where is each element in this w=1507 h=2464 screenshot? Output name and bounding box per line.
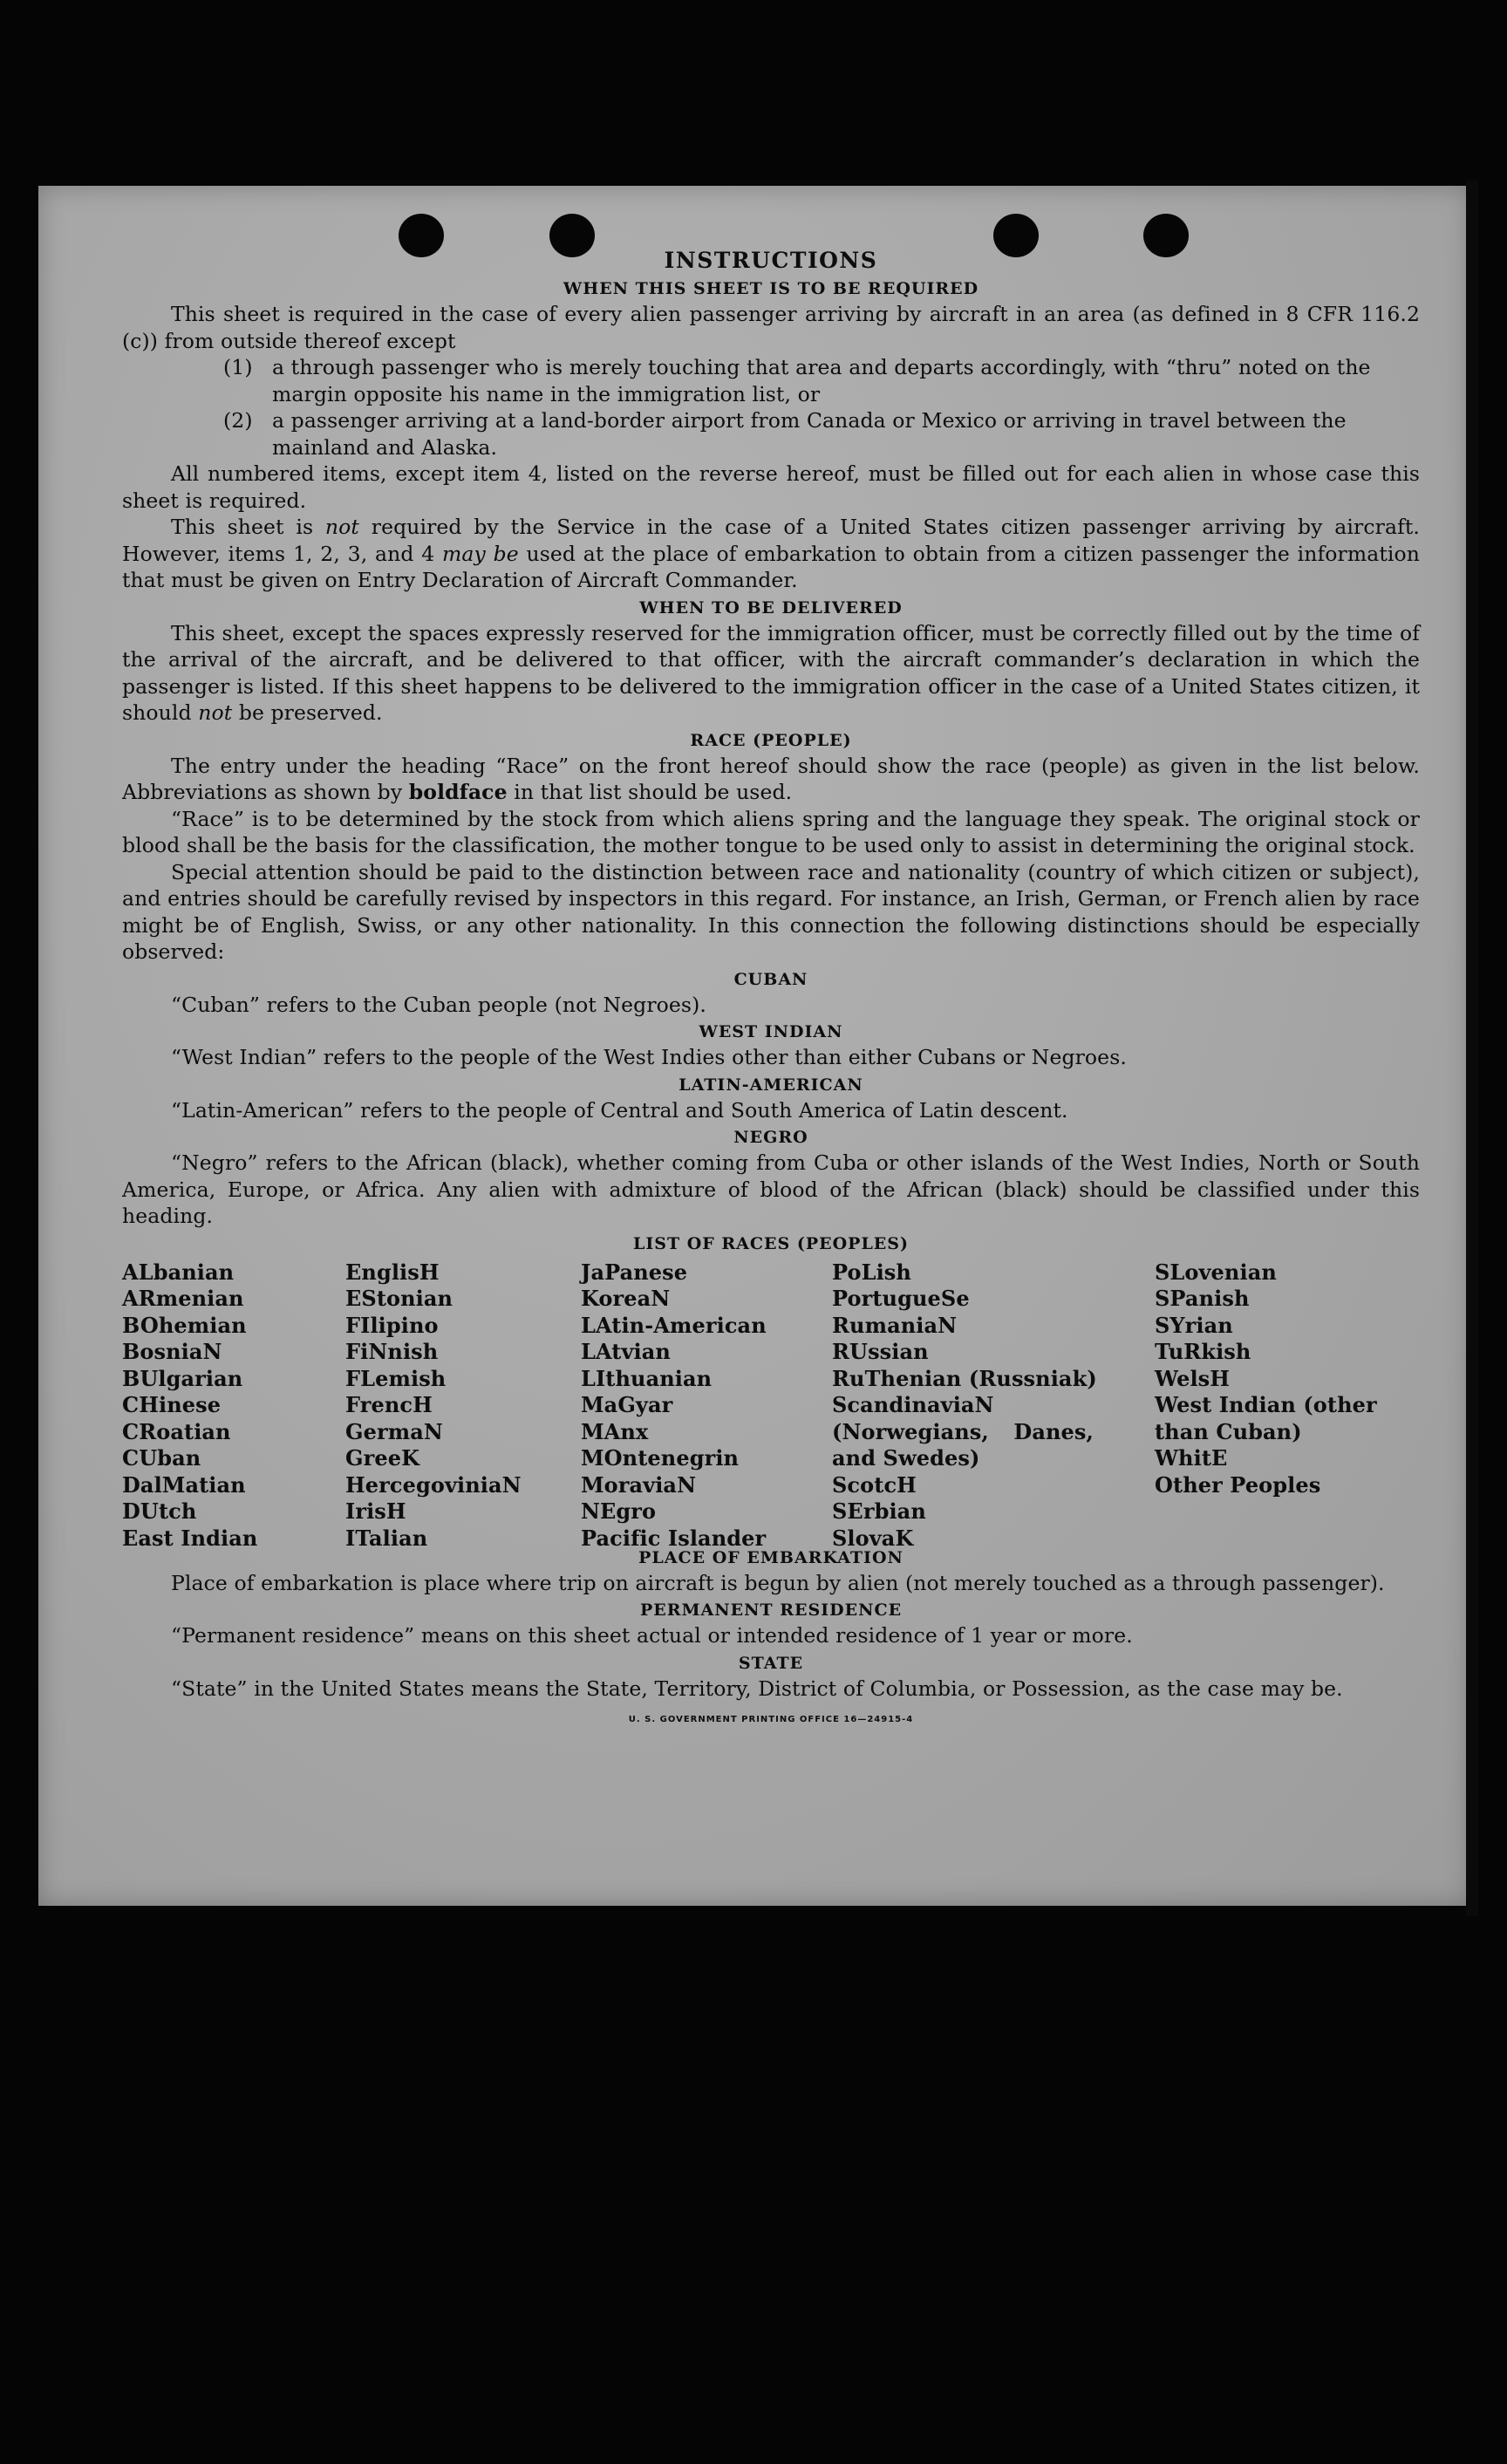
- race-item: DalMatian: [122, 1471, 246, 1498]
- heading-when-delivered: WHEN TO BE DELIVERED: [639, 597, 903, 618]
- paragraph-citizen: [122, 514, 1420, 594]
- text-span: required by the Service in the case of a United States citizen passenger arriving by aircraft. However, items 1, 2, 3, and 4: [122, 515, 1420, 566]
- race-item: LAtin-American: [581, 1312, 767, 1338]
- race-item: WhitE: [1155, 1445, 1228, 1471]
- race-item: BOhemian: [122, 1312, 247, 1338]
- text-span: The entry under the heading “Race” on the front hereof should show the race (people) as given in the list below. Abbreviations as shown by: [122, 753, 1420, 804]
- race-item: SErbian: [832, 1498, 926, 1524]
- italic-text: not: [198, 700, 233, 725]
- race-item: MOntenegrin: [581, 1445, 740, 1471]
- exception-item-1: [223, 354, 1420, 407]
- heading-race: RACE (PEOPLE): [690, 730, 852, 750]
- race-item: RUssian: [832, 1339, 929, 1364]
- race-item: CUban: [122, 1445, 201, 1471]
- race-item: RuThenian (Russniak): [832, 1365, 1097, 1391]
- paragraph-residence: “Permanent residence” means on this sheet actual or intended residence of 1 year or more.: [171, 1623, 1133, 1648]
- heading-list-of-races: LIST OF RACES (PEOPLES): [633, 1233, 909, 1253]
- text-span: used at the place of embarkation to obtain from a citizen passenger the information that must be given on Entry Declaration of Aircraft Commander.: [122, 541, 1421, 592]
- race-item: WelsH: [1155, 1365, 1231, 1391]
- race-item: BosniaN: [122, 1339, 222, 1364]
- text-span: be preserved.: [232, 700, 383, 725]
- race-column-2: [345, 1259, 572, 1553]
- paragraph-negro: “Negro” refers to the African (black), whether coming from Cuba or other islands of the West Indies, North or South America, Europe, or Africa. Any alien with admixture of blood of the African (black) should be classified under this heading.: [122, 1150, 1420, 1228]
- race-item: ScotcH: [832, 1471, 917, 1498]
- race-item: MaGyar: [581, 1392, 673, 1417]
- item-text: a passenger arriving at a land-border airport from Canada or Mexico or arriving in travel between the mainland and Alaska.: [272, 408, 1347, 460]
- item-number: (1): [223, 355, 253, 379]
- paragraph-west-indian: “West Indian” refers to the people of the West Indies other than either Cubans or Negroes.: [171, 1045, 1127, 1069]
- text-span: This sheet, except the spaces expressly reserved for the immigration officer, must be correctly filled out by the time of the arrival of the aircraft, and be delivered to that officer, with the aircraft commander’s declaration in which the passenger is listed. If this sheet happens to be delivered to the immigration officer in the case of a United States citizen, it should: [122, 620, 1420, 725]
- race-item: Pacific Islander: [581, 1525, 767, 1551]
- race-item: FrencH: [345, 1392, 433, 1417]
- exception-item-2: [223, 407, 1420, 461]
- race-item: MAnx: [581, 1418, 649, 1444]
- italic-text: may be: [442, 541, 519, 566]
- race-item: ALbanian: [122, 1259, 235, 1285]
- race-item: IrisH: [345, 1498, 406, 1524]
- race-column-1: [122, 1259, 340, 1553]
- race-list: [122, 1259, 1420, 1551]
- paragraph-embarkation: Place of embarkation is place where trip on aircraft is begun by alien (not merely touched as a through passenger).: [171, 1570, 1385, 1595]
- race-item: JaPanese: [581, 1259, 688, 1285]
- race-item: ARmenian: [122, 1286, 244, 1311]
- race-column-5: [1155, 1259, 1416, 1499]
- heading-latin-american: LATIN-AMERICAN: [678, 1075, 863, 1095]
- italic-text: not: [324, 515, 359, 539]
- paragraph-cuban: “Cuban” refers to the Cuban people (not Negroes).: [171, 992, 706, 1017]
- race-item: LIthuanian: [581, 1365, 713, 1391]
- document-title: INSTRUCTIONS: [664, 248, 878, 273]
- heading-negro: NEGRO: [733, 1128, 808, 1147]
- race-item: East Indian: [122, 1525, 258, 1551]
- race-item: DUtch: [122, 1498, 197, 1524]
- heading-permanent-residence: PERMANENT RESIDENCE: [639, 1601, 903, 1620]
- paragraph-race-1: [122, 753, 1420, 806]
- race-item: ScandinaviaN (Norwegians, Danes, and Swedes): [832, 1392, 1094, 1471]
- text-span: in that list should be used.: [507, 780, 793, 804]
- paragraph-race-2: “Race” is to be determined by the stock from which aliens spring and the language they speak. The original stock or blood shall be the basis for the classification, the mother tongue to be used only to assist in determining the original stock.: [122, 806, 1420, 857]
- race-item: PoLish: [832, 1259, 911, 1285]
- race-item: SPanish: [1155, 1286, 1250, 1311]
- paragraph-race-3: Special attention should be paid to the distinction between race and nationality (country of which citizen or subject), and entries should be carefully revised by inspectors in this regard. For instance, an Irish, German, or French alien by race might be of English, Swiss, or any other nationality. In this connection the following distinctions should be especially observed:: [122, 859, 1420, 964]
- item-text: a through passenger who is merely touching that area and departs accordingly, with “thru” noted on the margin opposite his name in the immigration list, or: [272, 355, 1371, 406]
- heading-when-required: WHEN THIS SHEET IS TO BE REQUIRED: [563, 279, 979, 298]
- paragraph-numbered-items: All numbered items, except item 4, listed on the reverse hereof, must be filled out for each alien in whose case this sheet is required.: [122, 461, 1420, 513]
- race-item: MoraviaN: [581, 1471, 697, 1498]
- heading-state: STATE: [738, 1653, 804, 1673]
- race-item: West Indian (other than Cuban): [1155, 1392, 1377, 1444]
- paragraph-state: “State” in the United States means the State, Territory, District of Columbia, or Possession, as the case may be.: [171, 1676, 1343, 1701]
- race-item: BUlgarian: [122, 1365, 243, 1391]
- race-column-3: [581, 1259, 829, 1553]
- heading-place-of-embarkation: PLACE OF EMBARKATION: [638, 1547, 904, 1567]
- race-item: KoreaN: [581, 1286, 671, 1311]
- text-span: This sheet is: [171, 515, 325, 539]
- race-item: RumaniaN: [832, 1312, 958, 1338]
- race-item: EnglisH: [345, 1259, 440, 1285]
- race-item: FLemish: [345, 1365, 447, 1391]
- heading-west-indian: WEST INDIAN: [699, 1022, 843, 1041]
- race-item: TuRkish: [1155, 1339, 1251, 1364]
- item-number: (2): [223, 408, 253, 433]
- race-item: EStonian: [345, 1286, 453, 1311]
- printer-imprint: U. S. GOVERNMENT PRINTING OFFICE 16—24915-4: [628, 1715, 914, 1724]
- paragraph-required: This sheet is required in the case of every alien passenger arriving by aircraft in an area (as defined in 8 CFR 116.2 (c)) from outside thereof except: [122, 302, 1420, 353]
- race-item: GermaN: [345, 1418, 443, 1444]
- bold-text: boldface: [408, 780, 508, 804]
- race-item: ITalian: [345, 1525, 428, 1551]
- race-item: HercegoviniaN: [345, 1471, 522, 1498]
- paragraph-latin-american: “Latin-American” refers to the people of Central and South America of Latin descent.: [171, 1097, 1068, 1123]
- page-edge-shadow: [1466, 181, 1478, 1916]
- race-item: FIlipino: [345, 1312, 439, 1338]
- race-item: SYrian: [1155, 1312, 1233, 1338]
- heading-cuban: CUBAN: [733, 969, 808, 989]
- race-item: CHinese: [122, 1392, 222, 1417]
- race-item: SLovenian: [1155, 1259, 1277, 1285]
- race-item: Other Peoples: [1155, 1471, 1321, 1498]
- race-item: CRoatian: [122, 1418, 231, 1444]
- race-item: FiNnish: [345, 1339, 439, 1364]
- race-column-4: [832, 1259, 1097, 1553]
- race-item: NEgro: [581, 1498, 657, 1524]
- race-item: LAtvian: [581, 1339, 671, 1364]
- paragraph-delivered: [122, 620, 1420, 727]
- scanned-page: [38, 186, 1471, 1906]
- race-item: GreeK: [345, 1445, 420, 1471]
- race-item: PortugueSe: [832, 1286, 970, 1311]
- instructions-document: [122, 245, 1420, 1734]
- race-item: SlovaK: [832, 1525, 914, 1551]
